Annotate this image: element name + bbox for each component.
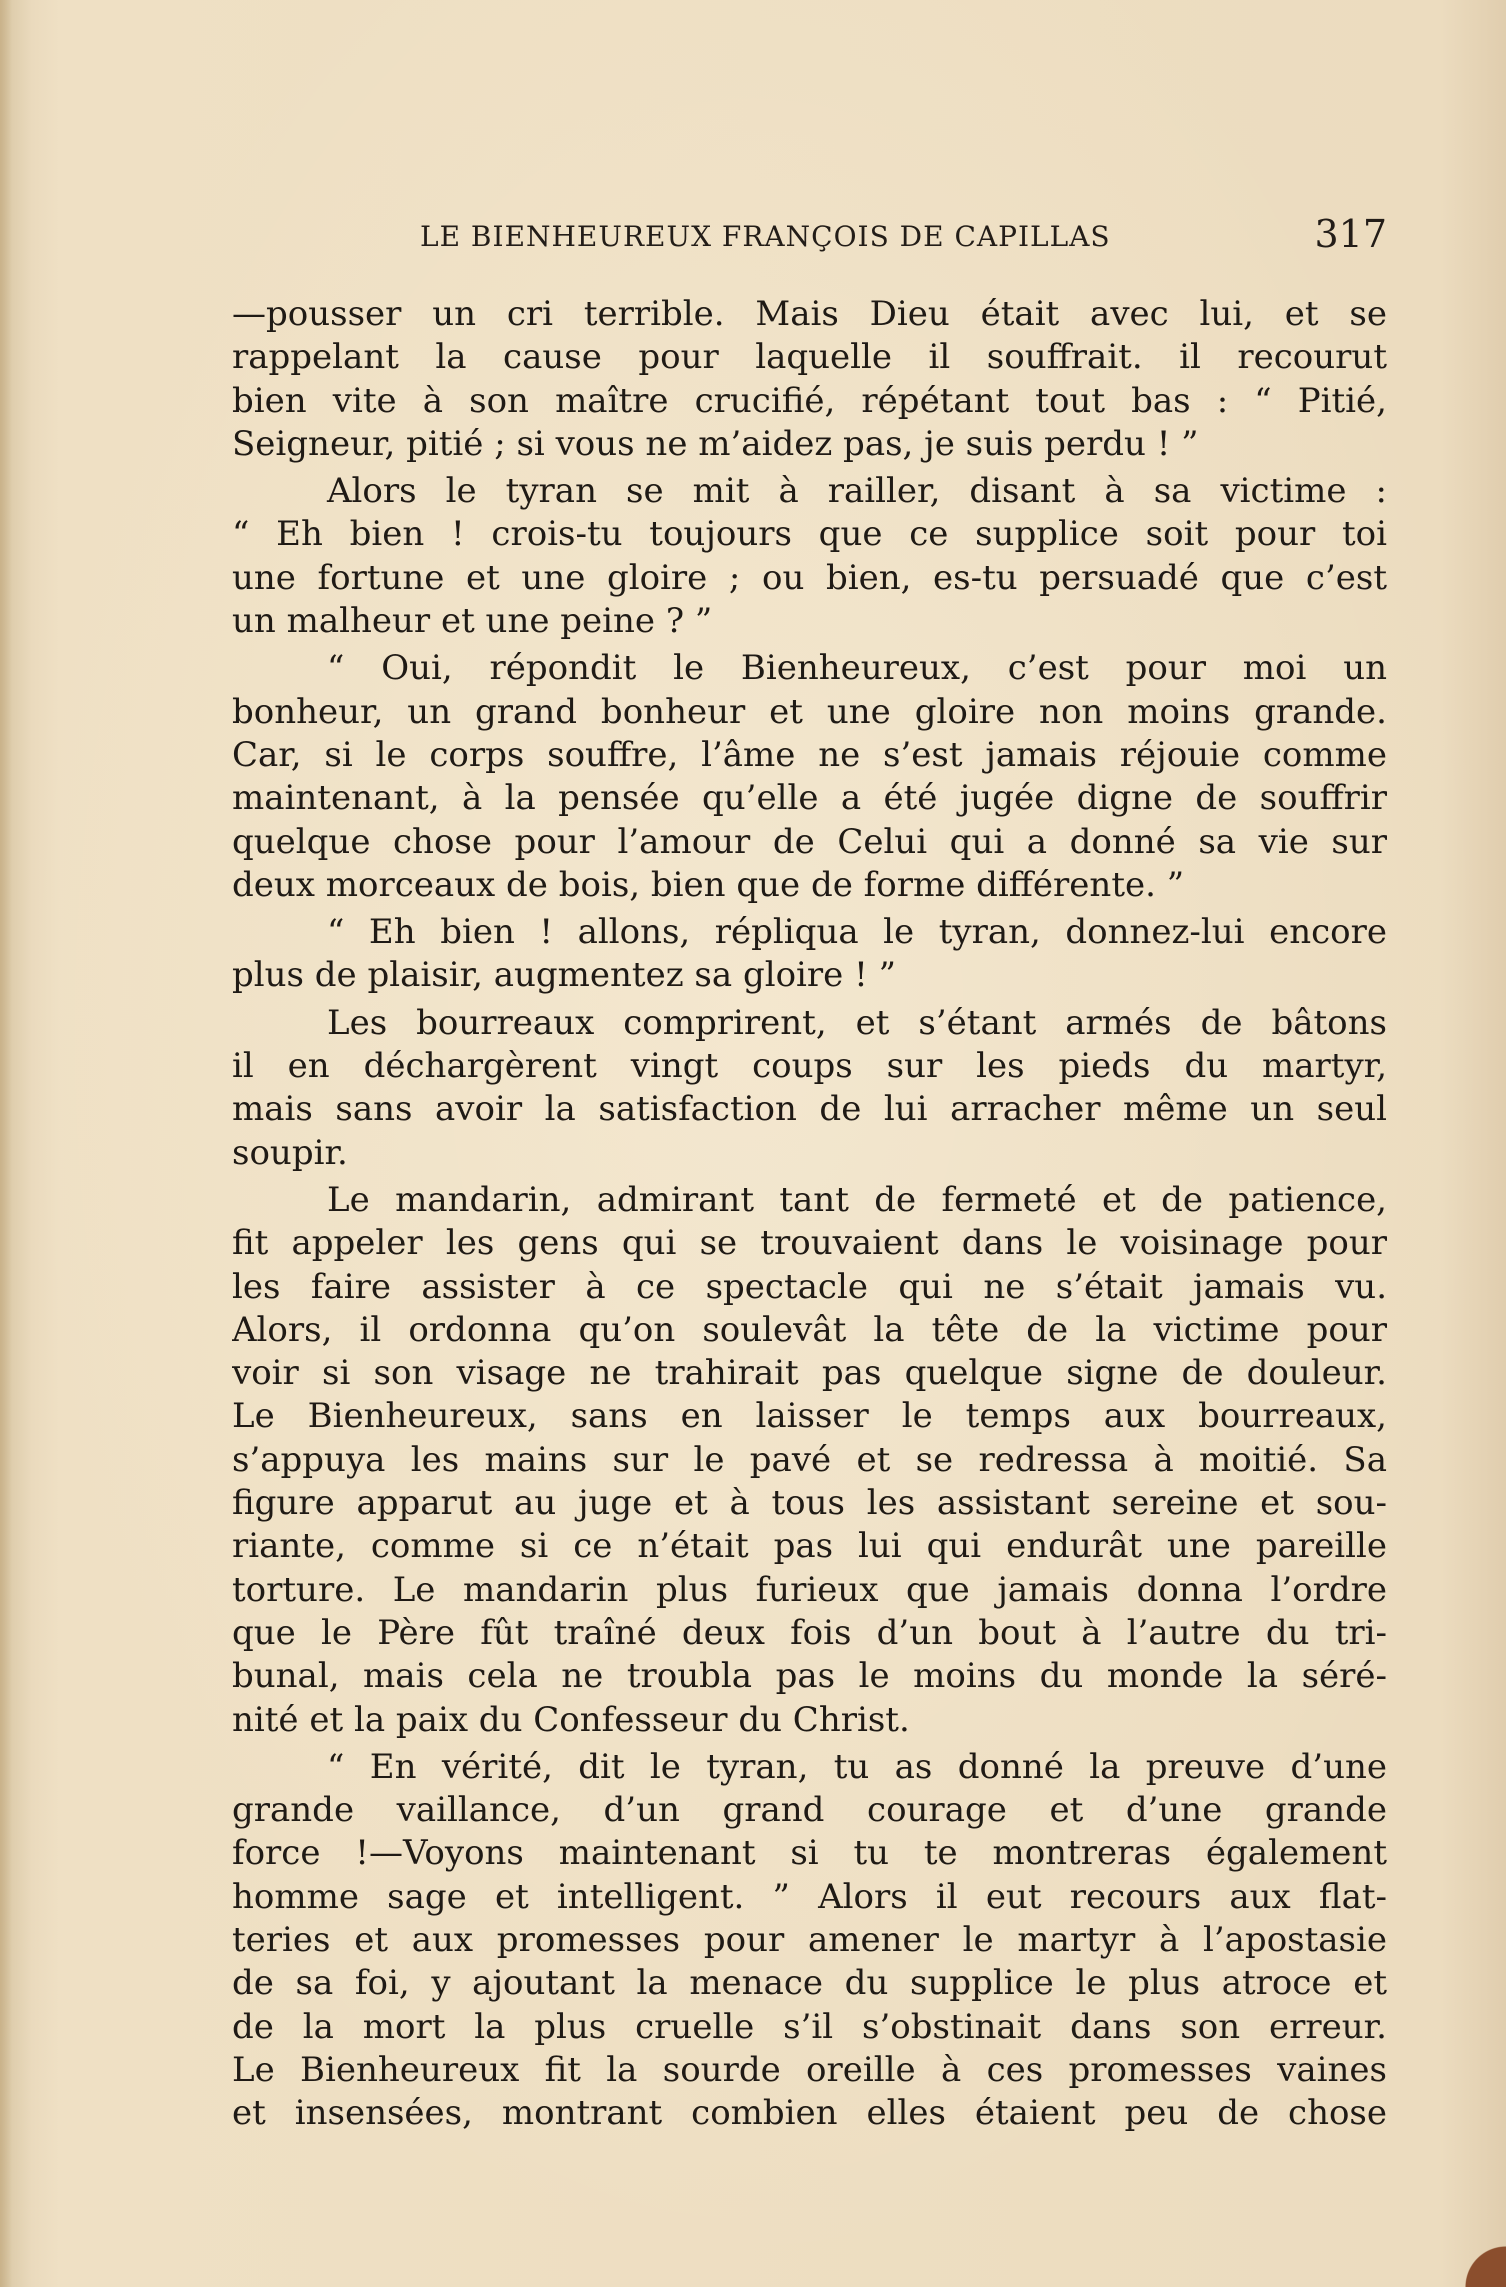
text-line: une fortune et une gloire ; ou bien, es-tu persuadé que c’est [232, 557, 1387, 598]
text-line: bonheur, un grand bonheur et une gloire non moins grande. [232, 691, 1387, 732]
text-line: bien vite à son maître crucifié, répétant tout bas : “ Pitié, [232, 380, 1387, 421]
text-line: Alors le tyran se mit à railler, disant à sa victime : [327, 471, 1387, 512]
text-line: “ En vérité, dit le tyran, tu as donné la preuve d’une [327, 1746, 1387, 1787]
text-line: rappelant la cause pour laquelle il souffrait. il recourut [232, 337, 1387, 378]
text-line: que le Père fût traîné deux fois d’un bout à l’autre du tri- [232, 1612, 1387, 1653]
text-line: voir si son visage ne trahirait pas quelque signe de douleur. [232, 1353, 1387, 1394]
page-binding-edge [0, 0, 12, 2287]
text-line: bunal, mais cela ne troubla pas le moins du monde la séré- [232, 1656, 1387, 1697]
text-line: Le Bienheureux fit la sourde oreille à ces promesses vaines [232, 2049, 1387, 2090]
text-line: figure apparut au juge et à tous les assistant sereine et sou- [232, 1483, 1387, 1524]
text-line: il en déchargèrent vingt coups sur les pieds du martyr, [232, 1046, 1387, 1087]
text-line: teries et aux promesses pour amener le martyr à l’apostasie [232, 1919, 1387, 1960]
page-number: 317 [1314, 212, 1387, 256]
text-line: —pousser un cri terrible. Mais Dieu était avec lui, et se [232, 294, 1387, 334]
text-line: Les bourreaux comprirent, et s’étant armés de bâtons [327, 1002, 1387, 1043]
text-line: de sa foi, y ajoutant la menace du supplice le plus atroce et [232, 1963, 1387, 2004]
text-line: maintenant, à la pensée qu’elle a été jugée digne de souffrir [232, 778, 1387, 819]
text-line: fit appeler les gens qui se trouvaient dans le voisinage pour [232, 1223, 1387, 1264]
text-line: deux morceaux de bois, bien que de forme différente. ” [232, 864, 1185, 905]
text-line: de la mort la plus cruelle s’il s’obstinait dans son erreur. [232, 2006, 1387, 2047]
page-header [232, 214, 1387, 262]
page-corner-stain [1460, 2217, 1506, 2287]
text-line: “ Oui, répondit le Bienheureux, c’est pour moi un [327, 648, 1387, 689]
text-line: homme sage et intelligent. ” Alors il eut recours aux flat- [232, 1876, 1387, 1917]
text-line: soupir. [232, 1132, 348, 1173]
text-line: s’appuya les mains sur le pavé et se redressa à moitié. Sa [232, 1439, 1387, 1480]
text-line: Seigneur, pitié ; si vous ne m’aidez pas, je suis perdu ! ” [232, 423, 1199, 464]
text-line: nité et la paix du Confesseur du Christ. [232, 1699, 910, 1740]
text-line: “ Eh bien ! allons, répliqua le tyran, donnez-lui encore [327, 912, 1387, 953]
text-line: mais sans avoir la satisfaction de lui arracher même un seul [232, 1089, 1387, 1130]
text-line: Le mandarin, admirant tant de fermeté et de patience, [327, 1179, 1387, 1220]
running-title: LE BIENHEUREUX FRANÇOIS DE CAPILLAS [420, 220, 1111, 253]
text-line: torture. Le mandarin plus furieux que jamais donna l’ordre [232, 1569, 1387, 1610]
text-line: un malheur et une peine ? ” [232, 601, 713, 642]
text-line: plus de plaisir, augmentez sa gloire ! ” [232, 955, 896, 996]
text-line: quelque chose pour l’amour de Celui qui a donné sa vie sur [232, 821, 1387, 862]
text-line: Car, si le corps souffre, l’âme ne s’est jamais réjouie comme [232, 734, 1387, 775]
text-line: les faire assister à ce spectacle qui ne s’était jamais vu. [232, 1266, 1387, 1307]
text-line: riante, comme si ce n’était pas lui qui endurât une pareille [232, 1526, 1387, 1567]
text-line: “ Eh bien ! crois-tu toujours que ce supplice soit pour toi [232, 514, 1387, 555]
body-text [232, 293, 1387, 2135]
text-line: force !—Voyons maintenant si tu te montreras également [232, 1833, 1387, 1874]
text-line: et insensées, montrant combien elles étaient peu de chose [232, 2093, 1387, 2134]
text-line: Alors, il ordonna qu’on soulevât la tête de la victime pour [232, 1309, 1387, 1350]
text-line: grande vaillance, d’un grand courage et d’une grande [232, 1790, 1387, 1831]
text-line: Le Bienheureux, sans en laisser le temps aux bourreaux, [232, 1396, 1387, 1437]
